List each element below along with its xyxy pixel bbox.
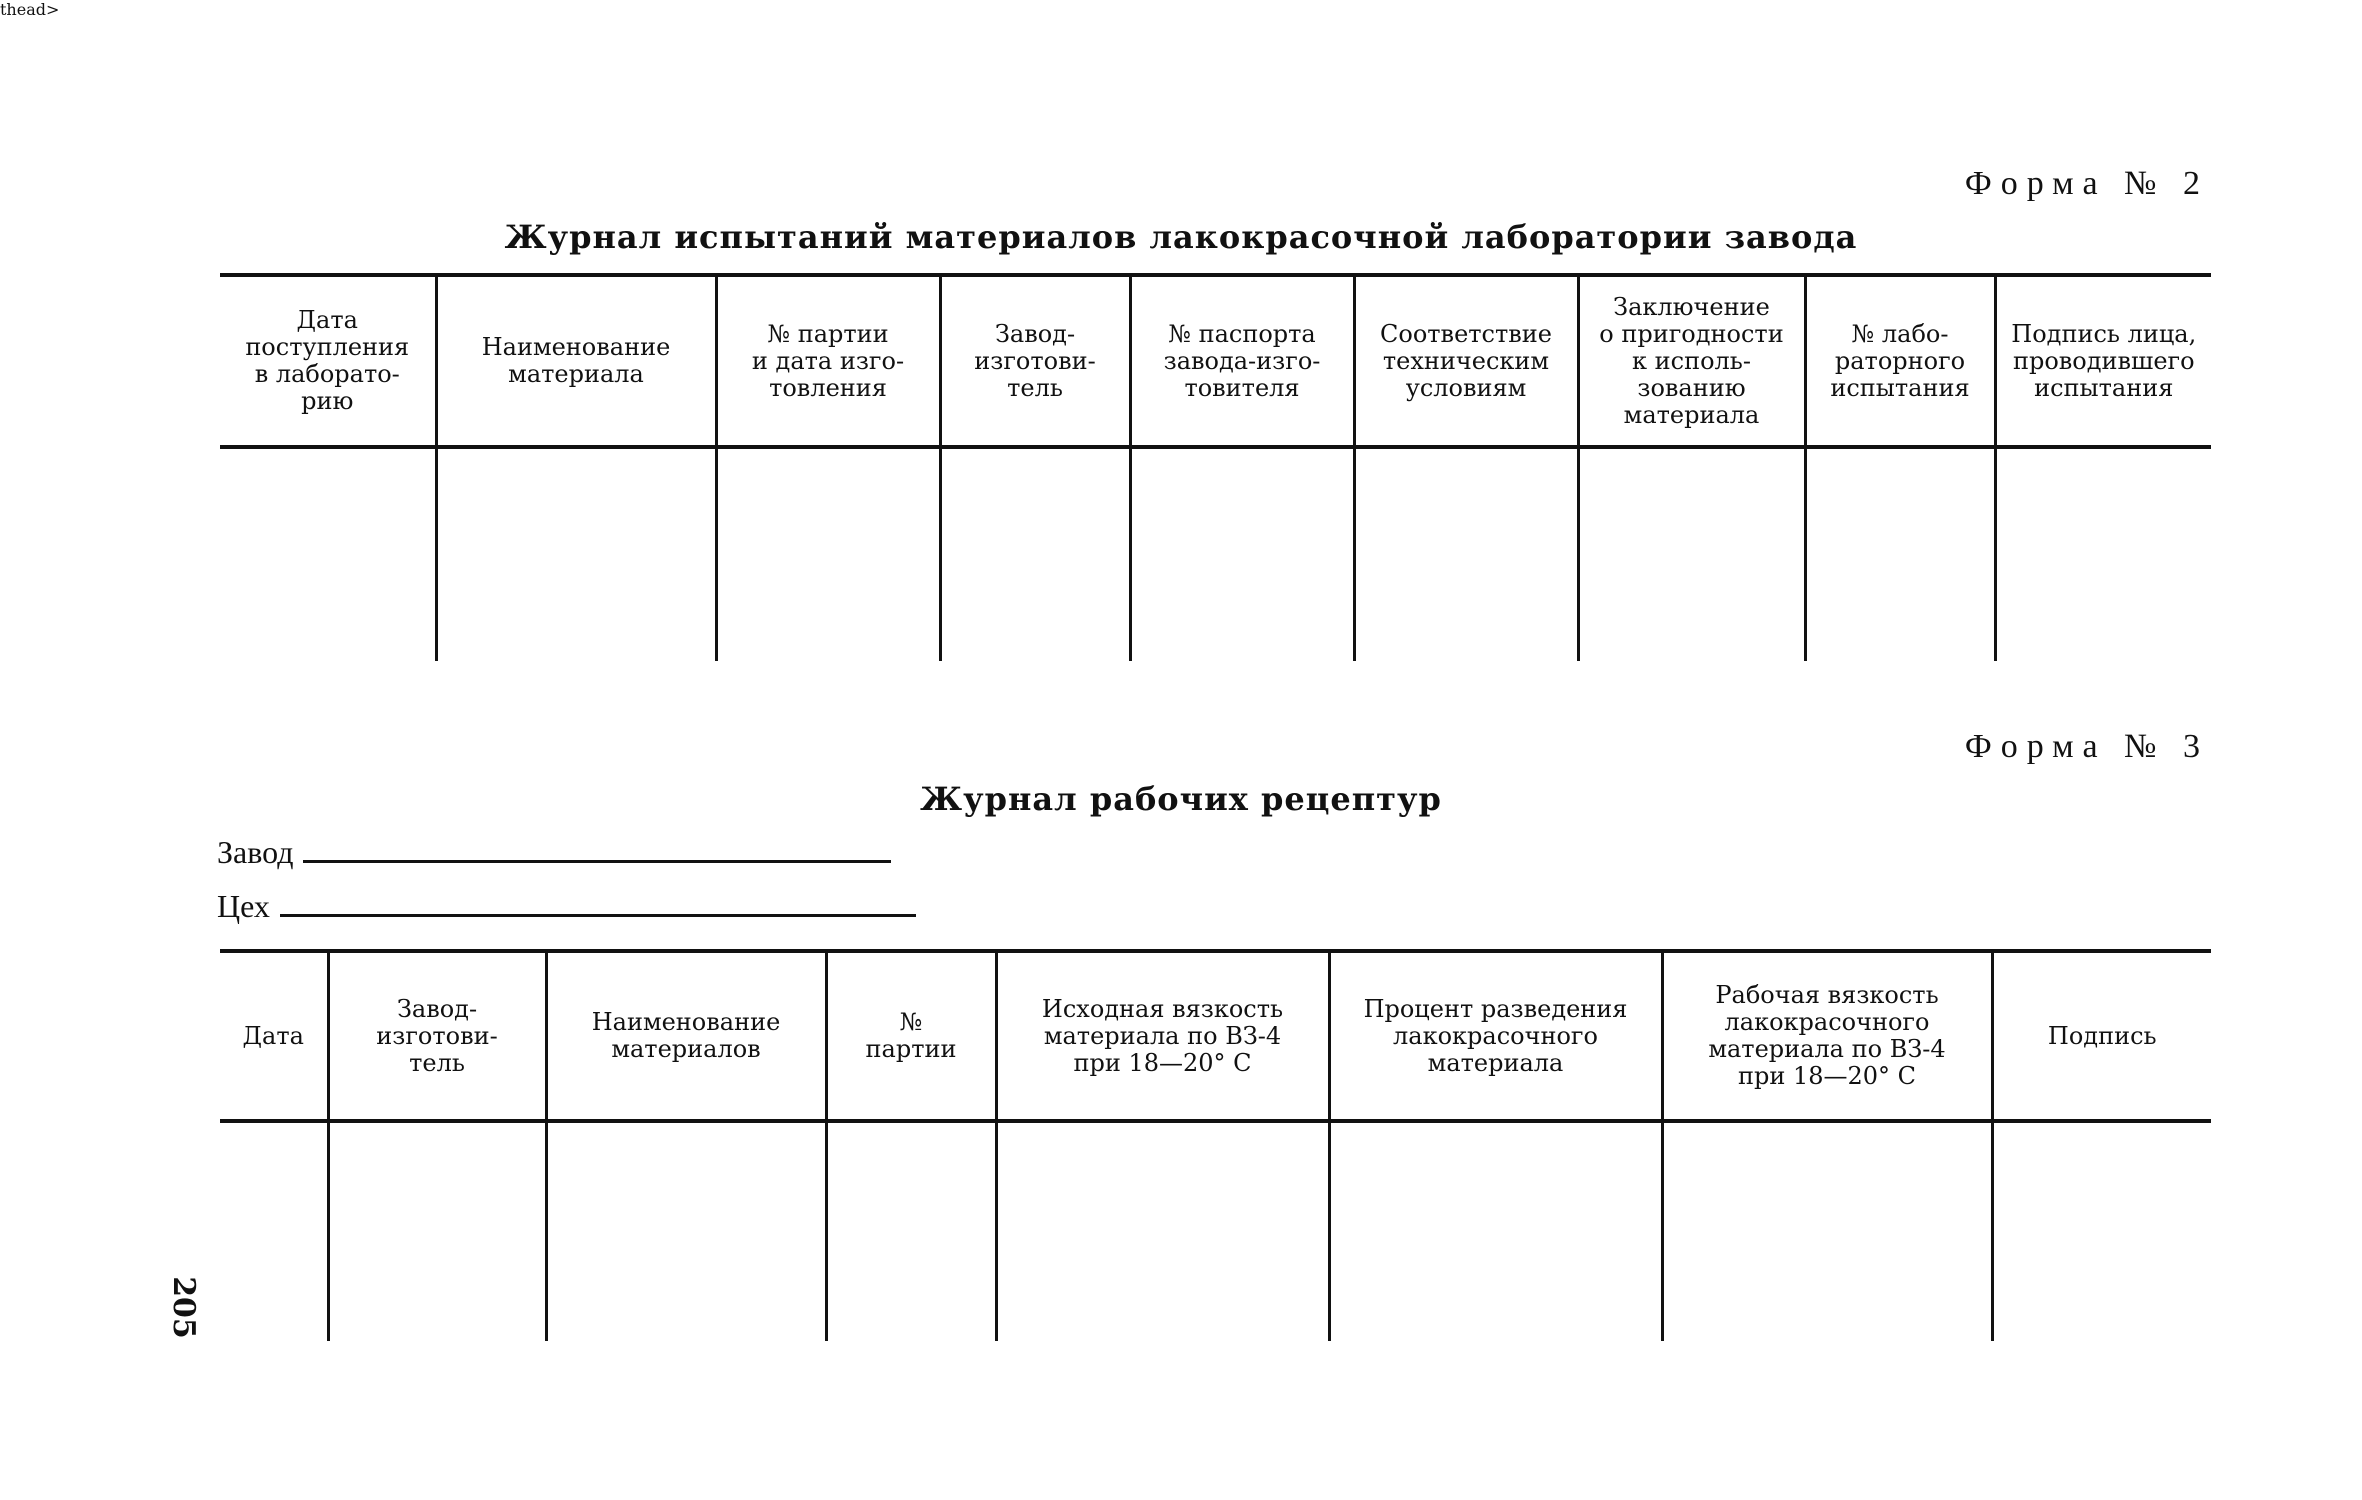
form-3-cell[interactable]	[996, 1121, 1329, 1341]
form-2-col-test-number: № лабо- раторного испытания	[1805, 275, 1995, 447]
form-2-cell[interactable]	[940, 447, 1130, 661]
plant-input-line[interactable]	[303, 860, 891, 863]
form-2-title: Журнал испытаний материалов лакокрасочной лаборатории завода	[504, 218, 1858, 256]
form-2-cell[interactable]	[716, 447, 940, 661]
plant-label: Завод	[217, 834, 294, 870]
form-3-col-batch: № партии	[826, 951, 996, 1121]
form-2-col-batch: № партии и дата изго- товления	[716, 275, 940, 447]
form-3-col-manufacturer: Завод- изготови- тель	[328, 951, 546, 1121]
form-2-label: Форма № 2	[1964, 165, 2209, 202]
form-2-header-row	[220, 275, 2211, 447]
form-3-header-row	[220, 951, 2211, 1121]
form-2-col-signature: Подпись лица, проводившего испытания	[1995, 275, 2211, 447]
shop-label: Цех	[217, 888, 270, 924]
shop-field	[217, 888, 916, 925]
form-2-cell[interactable]	[436, 447, 716, 661]
form-3-cell[interactable]	[546, 1121, 826, 1341]
form-3-label: Форма № 3	[1964, 728, 2209, 765]
form-2-col-compliance: Соответствие техническим условиям	[1354, 275, 1578, 447]
form-2-col-passport: № паспорта завода-изго- товителя	[1130, 275, 1354, 447]
form-3-blank-row	[220, 1121, 2211, 1341]
shop-input-line[interactable]	[280, 914, 916, 917]
form-3-cell[interactable]	[220, 1121, 328, 1341]
form-3-table	[220, 949, 2211, 1341]
form-2-col-manufacturer: Завод- изготови- тель	[940, 275, 1130, 447]
form-3-cell[interactable]	[1992, 1121, 2211, 1341]
form-3-col-initial-viscosity: Исходная вязкость материала по ВЗ-4 при 18—20° С	[996, 951, 1329, 1121]
form-3-cell[interactable]	[1329, 1121, 1662, 1341]
form-2-col-date-received: Дата поступления в лаборато- рию	[220, 275, 436, 447]
form-3-cell[interactable]	[328, 1121, 546, 1341]
form-2-cell[interactable]	[1130, 447, 1354, 661]
form-2-cell[interactable]	[220, 447, 436, 661]
form-3-col-working-viscosity: Рабочая вязкость лакокрасочного материала по ВЗ-4 при 18—20° С	[1662, 951, 1992, 1121]
form-2-col-material-name: Наименование материала	[436, 275, 716, 447]
form-2-table	[220, 273, 2211, 661]
form-3-col-signature: Подпись	[1992, 951, 2211, 1121]
form-2-cell[interactable]	[1354, 447, 1578, 661]
form-2-cell[interactable]	[1805, 447, 1995, 661]
form-2-cell[interactable]	[1578, 447, 1805, 661]
plant-field	[217, 834, 891, 871]
form-3-cell[interactable]	[1662, 1121, 1992, 1341]
form-3-col-date: Дата	[220, 951, 328, 1121]
form-3-col-dilution-percent: Процент разведения лакокрасочного материала	[1329, 951, 1662, 1121]
form-2-blank-row	[220, 447, 2211, 661]
form-3-cell[interactable]	[826, 1121, 996, 1341]
form-3-col-material-names: Наименование материалов	[546, 951, 826, 1121]
form-2-col-conclusion: Заключение о пригодности к исполь- зованию материала	[1578, 275, 1805, 447]
form-2-cell[interactable]	[1995, 447, 2211, 661]
page-number: 205	[165, 1276, 201, 1339]
form-3-title: Журнал рабочих рецептур	[920, 780, 1442, 818]
